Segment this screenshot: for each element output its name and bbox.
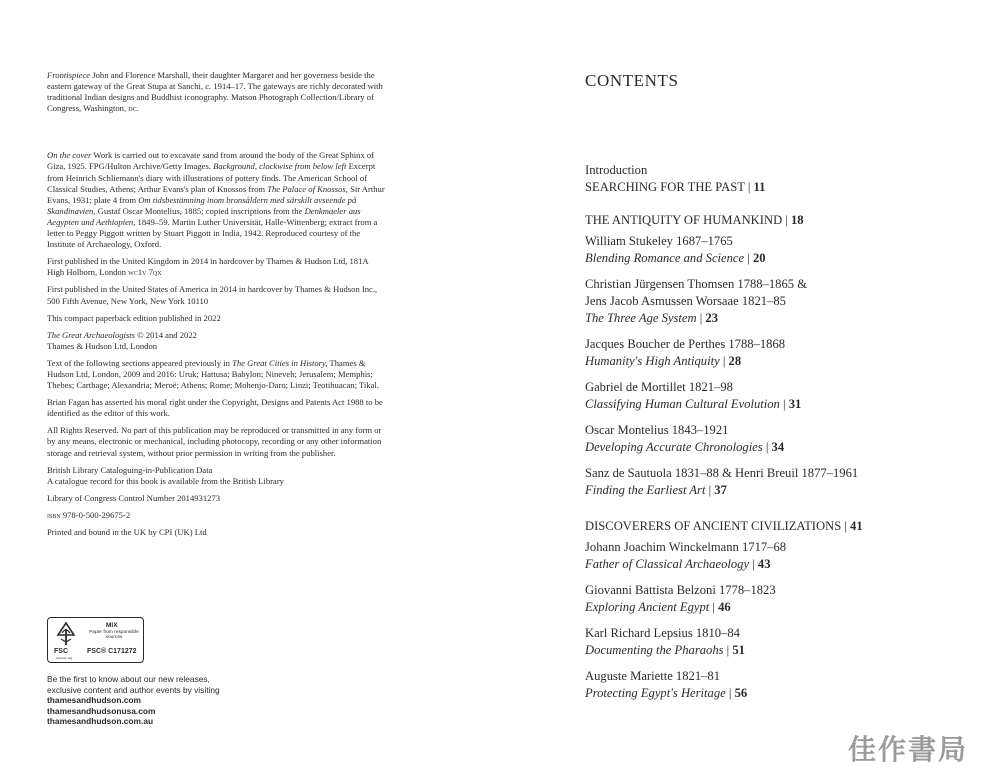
- toc-entry[interactable]: Gabriel de Mortillet 1821–98 Classifying Human Cultural Evolution | 31: [585, 380, 802, 411]
- toc-intro[interactable]: Introduction SEARCHING FOR THE PAST | 11: [585, 163, 766, 194]
- website-link-us[interactable]: thamesandhudsonusa.com: [47, 705, 156, 716]
- watermark: 佳作書局: [848, 733, 969, 766]
- previous-sections: Text of the following sections appeared previously in The Great Cities in History, Thames & Hudson Ltd, London, 2009 and 2016: Uruk; Hattusa; Babylon; Nineveh; Jerusalem; Memphis; Thebes; Carthage; Alexandria; Meroë; Athens; Rome; Mohenjo-Daro; Linzi; Teotihuacan; Tikal.: [47, 357, 379, 391]
- toc-entry[interactable]: Oscar Montelius 1843–1921 Developing Accurate Chronologies | 34: [585, 423, 785, 454]
- isbn: isbn 978-0-500-29675-2: [47, 509, 131, 520]
- toc-entry[interactable]: Giovanni Battista Belzoni 1778–1823 Exploring Ancient Egypt | 46: [585, 583, 776, 614]
- copyright-page: [47, 70, 387, 544]
- fsc-web: www.fsc.org: [56, 656, 73, 660]
- toc-entry[interactable]: Sanz de Sautuola 1831–88 & Henri Breuil 1877–1961 Finding the Earliest Art | 37: [585, 466, 859, 497]
- toc-entry[interactable]: Jacques Boucher de Perthes 1788–1868 Humanity's High Antiquity | 28: [585, 337, 786, 368]
- contents-title: CONTENTS: [585, 71, 679, 90]
- fsc-paper: Paper from responsible sources: [89, 630, 139, 641]
- fsc-mix: MIX: [106, 622, 118, 629]
- toc-entry[interactable]: Christian Jürgensen Thomsen 1788–1865 & Jens Jacob Asmussen Worsaae 1821–85 The Three Age System | 23: [585, 277, 808, 325]
- fsc-label: FSC: [54, 648, 68, 655]
- toc-entry[interactable]: Johann Joachim Winckelmann 1717–68 Father of Classical Archaeology | 43: [585, 540, 787, 571]
- website-promo: Be the first to know about our new releases, exclusive content and author events by visiting thamesandhudson.com thamesandhudsonusa.com thamesandhudson.com.au: [47, 674, 297, 727]
- cover-caption: On the cover Work is carried out to excavate sand from around the body of the Great Sphinx of Giza, 1925. FPG/Hulton Archive/Getty Images. Background, clockwise from below left Excerpt from Heinrich Schliemann's diary with illustrations of pottery finds. The American School of Classical Studies, Athens; Arthur Evans's plan of Knossos from The Palace of Knossos, Sir Arthur Evans, 1931; plate 4 from Om tidsbestämning inom bronsåldern med särskilt avseende på Skandinavien, Gustaf Oscar Montelius, 1885; copied inscriptions from the Denkmaeler aus Aegypten und Aethiopien, 1849–59. Martin Luther Universität, Halle-Wittenberg; extract from a letter to Peggy Piggott written by Stuart Piggott in India, 1942. Reproduced courtesy of the Institute of Archaeology, Oxford.: [47, 150, 385, 250]
- copyright-notice: The Great Archaeologists © 2014 and 2022 Thames & Hudson Ltd, London: [47, 329, 197, 351]
- printed-by: Printed and bound in the UK by CPI (UK) Ltd: [47, 527, 207, 537]
- fsc-logo: [47, 617, 144, 663]
- website-link-uk[interactable]: thamesandhudson.com: [47, 695, 141, 706]
- us-publication: First published in the United States of America in 2014 in hardcover by Thames & Hudson Inc., 500 Fifth Avenue, New York, New York 10110: [47, 284, 378, 306]
- uk-publication: First published in the United Kingdom in 2014 in hardcover by Thames & Hudson Ltd, 181A High Holborn, London wc1v 7qx: [47, 256, 369, 278]
- toc-entry[interactable]: Karl Richard Lepsius 1810–84 Documenting the Pharaohs | 51: [585, 626, 745, 657]
- toc-section-civilizations[interactable]: DISCOVERERS OF ANCIENT CIVILIZATIONS | 41: [585, 519, 863, 533]
- website-link-au[interactable]: thamesandhudson.com.au: [47, 716, 154, 727]
- table-of-contents: [585, 162, 985, 702]
- toc-entry[interactable]: Auguste Mariette 1821–81 Protecting Egypt's Heritage | 56: [585, 669, 748, 700]
- moral-right: Brian Fagan has asserted his moral right under the Copyright, Designs and Patents Act 1988 to be identified as the editor of this work.: [47, 397, 383, 419]
- frontispiece-caption: Frontispiece John and Florence Marshall, their daughter Margaret and her governess beside the eastern gateway of the Great Stupa at Sanchi, c. 1914–17. The gateways are richly decorated with traditional Indian designs and Buddhist iconography. Matson Photograph Collection/Library of Congress, Washington, dc.: [47, 70, 383, 114]
- rights-reserved: All Rights Reserved. No part of this publication may be reproduced or transmitted in any form or by any means, electronic or mechanical, including photocopy, recording or any other information storage and retrieval system, without prior permission in writing from the publisher.: [47, 425, 382, 458]
- cover-label: On the cover: [47, 150, 92, 161]
- toc-entry[interactable]: William Stukeley 1687–1765 Blending Romance and Science | 20: [585, 234, 766, 265]
- paperback-edition: This compact paperback edition published in 2022: [47, 312, 221, 323]
- toc-section-antiquity[interactable]: THE ANTIQUITY OF HUMANKIND | 18: [585, 213, 804, 227]
- fsc-code: FSC® C171272: [87, 648, 137, 655]
- fsc-tree-icon: [54, 621, 78, 647]
- cip-data: British Library Cataloguing-in-Publication Data A catalogue record for this book is available from the British Library: [47, 464, 284, 486]
- frontispiece-label: Frontispiece: [47, 70, 91, 80]
- loc-number: Library of Congress Control Number 2014931273: [47, 492, 221, 503]
